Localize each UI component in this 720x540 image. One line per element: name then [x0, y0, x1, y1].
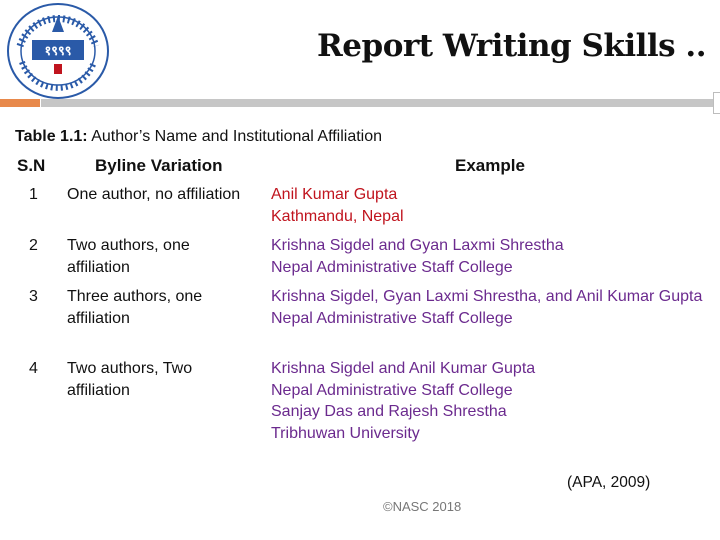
example-line: Nepal Administrative Staff College: [271, 309, 513, 327]
example-line: Tribhuwan University: [271, 424, 420, 442]
row-1-example: [271, 184, 716, 227]
table-caption: [15, 128, 382, 146]
citation: (APA, 2009): [567, 474, 651, 491]
divider-bar: [41, 99, 713, 107]
divider-end-box: [713, 92, 720, 114]
row-2-sn: 2: [29, 237, 38, 254]
row-3-byline: Three authors, one affiliation: [67, 288, 203, 327]
example-line: Krishna Sigdel and Anil Kumar Gupta: [271, 360, 536, 377]
footer-copyright: ©NASC 2018: [383, 499, 462, 514]
row-1-sn: 1: [29, 186, 38, 203]
example-line: Krishna Sigdel, Gyan Laxmi Shrestha, and Anil Kumar Gupta: [271, 288, 703, 305]
row-2-example: [271, 235, 716, 278]
accent-bar: [0, 99, 40, 107]
caption-label: Table 1.1:: [15, 128, 88, 145]
row-2-byline: Two authors, one affiliation: [67, 237, 190, 276]
caption-text: Author’s Name and Institutional Affiliation: [91, 128, 383, 145]
example-line: Nepal Administrative Staff College: [271, 258, 513, 276]
row-1-byline: One author, no affiliation: [67, 186, 241, 203]
example-line: Kathmandu, Nepal: [271, 207, 404, 225]
example-line: Anil Kumar Gupta: [271, 186, 398, 203]
row-4-example: [271, 358, 716, 444]
seal-year-text: १९९९: [44, 44, 72, 59]
header-example: Example: [455, 156, 525, 175]
slide-title: Report Writing Skills ..: [317, 28, 706, 64]
row-3-example: [271, 286, 716, 329]
row-4-byline: Two authors, Two affiliation: [67, 360, 193, 399]
row-3-sn: 3: [29, 288, 38, 305]
example-line: Krishna Sigdel and Gyan Laxmi Shrestha: [271, 237, 564, 254]
college-seal-icon: [6, 2, 110, 100]
row-4-sn: 4: [29, 360, 38, 377]
example-line: Nepal Administrative Staff College: [271, 381, 513, 399]
example-line: Sanjay Das and Rajesh Shrestha: [271, 403, 507, 420]
header-byline: Byline Variation: [95, 156, 223, 175]
header-sn: S.N: [17, 156, 46, 175]
